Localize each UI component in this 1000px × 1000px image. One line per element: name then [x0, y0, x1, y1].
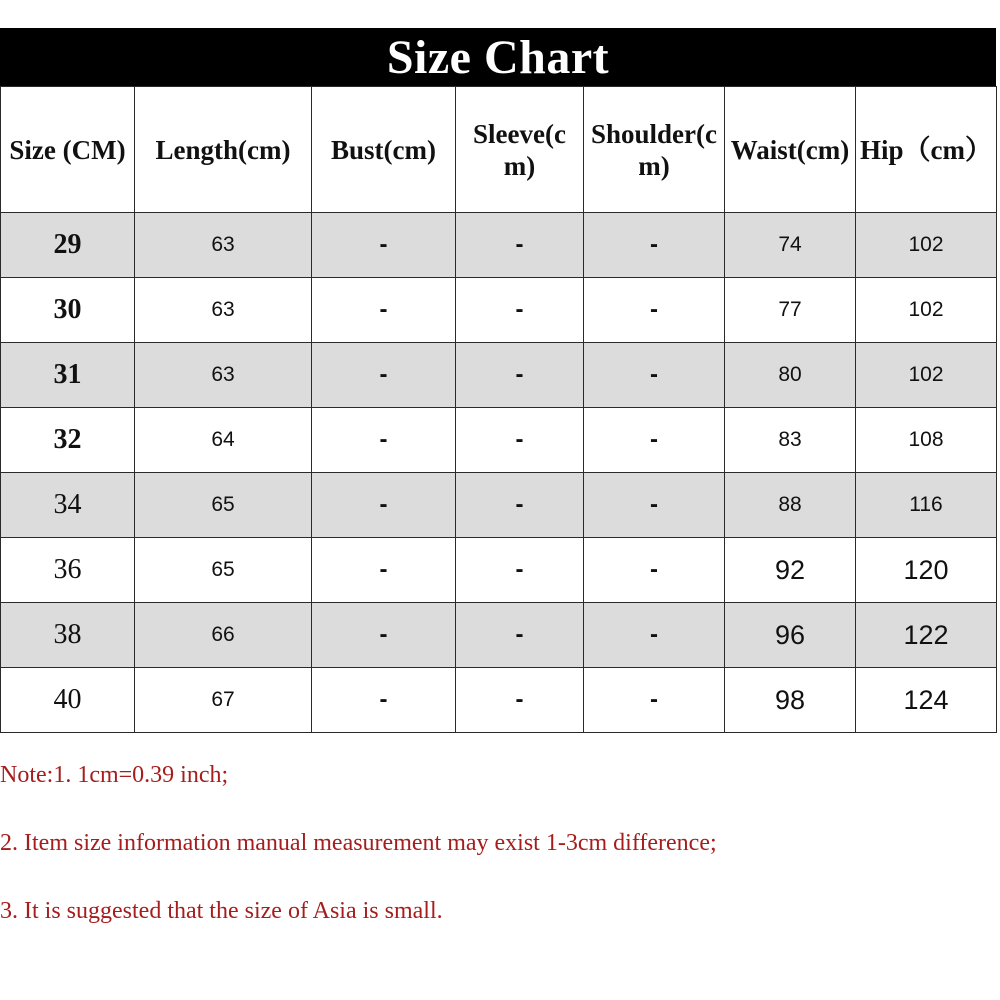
waist-cell: 98	[725, 668, 856, 733]
note-asia-size: 3. It is suggested that the size of Asia is small.	[0, 898, 443, 924]
hip-cell: 120	[856, 538, 997, 603]
length-cell: 65	[135, 538, 312, 603]
hip-cell: 124	[856, 668, 997, 733]
waist-cell: 92	[725, 538, 856, 603]
sleeve-cell: -	[456, 603, 584, 668]
sleeve-cell: -	[456, 213, 584, 278]
shoulder-cell: -	[584, 408, 725, 473]
table-row	[1, 538, 997, 603]
size-cell: 30	[1, 278, 135, 343]
length-cell: 63	[135, 213, 312, 278]
chart-title: Size Chart	[0, 28, 996, 86]
size-table	[0, 86, 997, 733]
shoulder-cell: -	[584, 668, 725, 733]
length-cell: 67	[135, 668, 312, 733]
header-bust: Bust(cm)	[312, 87, 456, 213]
bust-cell: -	[312, 408, 456, 473]
length-cell: 65	[135, 473, 312, 538]
shoulder-cell: -	[584, 538, 725, 603]
note-measurement: 2. Item size information manual measurement may exist 1-3cm difference;	[0, 830, 717, 856]
length-cell: 66	[135, 603, 312, 668]
bust-cell: -	[312, 473, 456, 538]
header-shoulder: Shoulder(cm)	[584, 87, 725, 213]
shoulder-cell: -	[584, 473, 725, 538]
size-cell: 31	[1, 343, 135, 408]
shoulder-cell: -	[584, 278, 725, 343]
length-cell: 64	[135, 408, 312, 473]
hip-cell: 122	[856, 603, 997, 668]
hip-cell: 102	[856, 213, 997, 278]
size-cell: 32	[1, 408, 135, 473]
sleeve-cell: -	[456, 408, 584, 473]
bust-cell: -	[312, 343, 456, 408]
table-row	[1, 213, 997, 278]
waist-cell: 96	[725, 603, 856, 668]
sleeve-cell: -	[456, 473, 584, 538]
size-cell: 34	[1, 473, 135, 538]
header-waist: Waist(cm)	[725, 87, 856, 213]
hip-cell: 102	[856, 278, 997, 343]
length-cell: 63	[135, 343, 312, 408]
shoulder-cell: -	[584, 343, 725, 408]
waist-cell: 83	[725, 408, 856, 473]
sleeve-cell: -	[456, 278, 584, 343]
sleeve-cell: -	[456, 538, 584, 603]
note-conversion: Note:1. 1cm=0.39 inch;	[0, 762, 229, 788]
header-hip: Hip（cm）	[856, 87, 997, 213]
header-length: Length(cm)	[135, 87, 312, 213]
header-size: Size (CM)	[1, 87, 135, 213]
bust-cell: -	[312, 668, 456, 733]
shoulder-cell: -	[584, 213, 725, 278]
waist-cell: 77	[725, 278, 856, 343]
size-cell: 40	[1, 668, 135, 733]
table-row	[1, 473, 997, 538]
table-row	[1, 408, 997, 473]
waist-cell: 80	[725, 343, 856, 408]
hip-cell: 116	[856, 473, 997, 538]
length-cell: 63	[135, 278, 312, 343]
header-row	[1, 87, 997, 213]
table-row	[1, 668, 997, 733]
sleeve-cell: -	[456, 668, 584, 733]
size-cell: 38	[1, 603, 135, 668]
bust-cell: -	[312, 538, 456, 603]
bust-cell: -	[312, 213, 456, 278]
header-sleeve: Sleeve(cm)	[456, 87, 584, 213]
waist-cell: 88	[725, 473, 856, 538]
table-row	[1, 278, 997, 343]
bust-cell: -	[312, 603, 456, 668]
size-cell: 29	[1, 213, 135, 278]
waist-cell: 74	[725, 213, 856, 278]
hip-cell: 102	[856, 343, 997, 408]
bust-cell: -	[312, 278, 456, 343]
hip-cell: 108	[856, 408, 997, 473]
shoulder-cell: -	[584, 603, 725, 668]
table-row	[1, 603, 997, 668]
table-row	[1, 343, 997, 408]
size-cell: 36	[1, 538, 135, 603]
sleeve-cell: -	[456, 343, 584, 408]
